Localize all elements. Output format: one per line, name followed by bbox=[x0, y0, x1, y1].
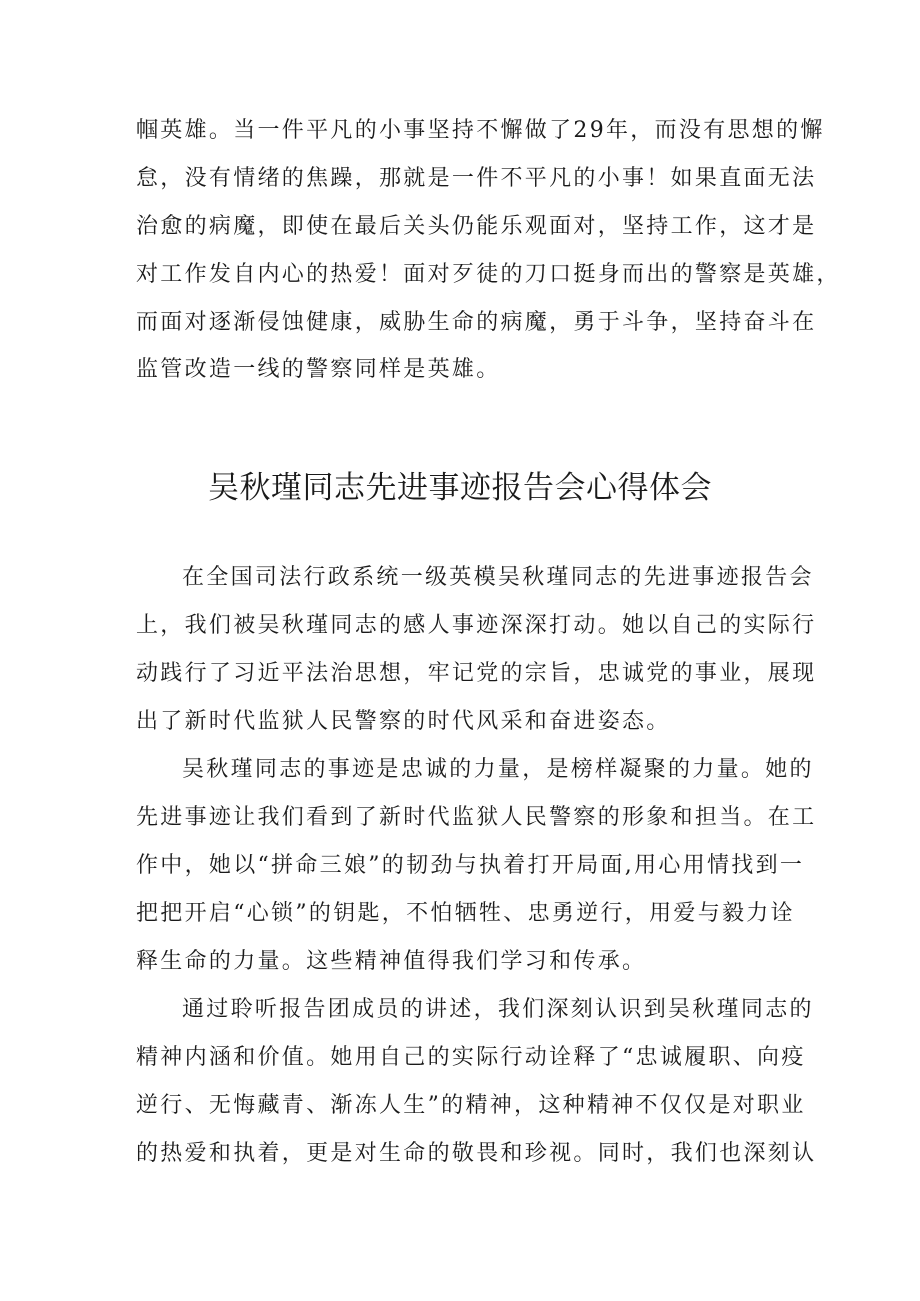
text-line: 释生命的力量。这些精神值得我们学习和传承。 bbox=[136, 949, 647, 974]
document-title: 吴秋瑾同志先进事迹报告会心得体会 bbox=[208, 470, 712, 506]
text-line: 对工作发自内心的热爱！面对歹徒的刀口挺身而出的警察是英雄， bbox=[136, 262, 841, 287]
text-line: 的热爱和执着，更是对生命的敬畏和珍视。同时，我们也深刻认 bbox=[136, 1141, 817, 1166]
text-line: 而面对逐渐侵蚀健康，威胁生命的病魔，勇于斗争，坚持奋斗在 bbox=[136, 310, 817, 335]
text-line: 作中，她以“拼命三娘”的韧劲与执着打开局面,用心用情找到一 bbox=[136, 853, 805, 878]
text-line: 怠，没有情绪的焦躁，那就是一件不平凡的小事！如果直面无法 bbox=[136, 166, 817, 191]
text-line: 帼英雄。当一件平凡的小事坚持不懈做了29年，而没有思想的懈 bbox=[136, 118, 825, 143]
text-line: 在全国司法行政系统一级英模吴秋瑾同志的先进事迹报告会 bbox=[182, 565, 814, 590]
text-line: 监管改造一线的警察同样是英雄。 bbox=[136, 357, 501, 382]
text-line: 逆行、无悔藏青、渐冻人生”的精神，这种精神不仅仅是对职业 bbox=[136, 1093, 806, 1118]
text-line: 先进事迹让我们看到了新时代监狱人民警察的形象和担当。在工 bbox=[136, 805, 817, 830]
text-line: 治愈的病魔，即使在最后关头仍能乐观面对，坚持工作，这才是 bbox=[136, 214, 817, 239]
text-line: 吴秋瑾同志的事迹是忠诚的力量，是榜样凝聚的力量。她的 bbox=[182, 757, 814, 782]
text-line: 精神内涵和价值。她用自己的实际行动诠释了“忠诚履职、向疫 bbox=[136, 1045, 806, 1070]
text-line: 通过聆听报告团成员的讲述，我们深刻认识到吴秋瑾同志的 bbox=[182, 997, 814, 1022]
text-line: 上，我们被吴秋瑾同志的感人事迹深深打动。她以自己的实际行 bbox=[136, 613, 817, 638]
text-line: 把把开启“心锁”的钥匙，不怕牺牲、忠勇逆行，用爱与毅力诠 bbox=[136, 901, 795, 926]
text-line: 出了新时代监狱人民警察的时代风采和奋进姿态。 bbox=[136, 709, 671, 734]
text-line: 动践行了习近平法治思想，牢记党的宗旨，忠诚党的事业，展现 bbox=[136, 661, 817, 686]
